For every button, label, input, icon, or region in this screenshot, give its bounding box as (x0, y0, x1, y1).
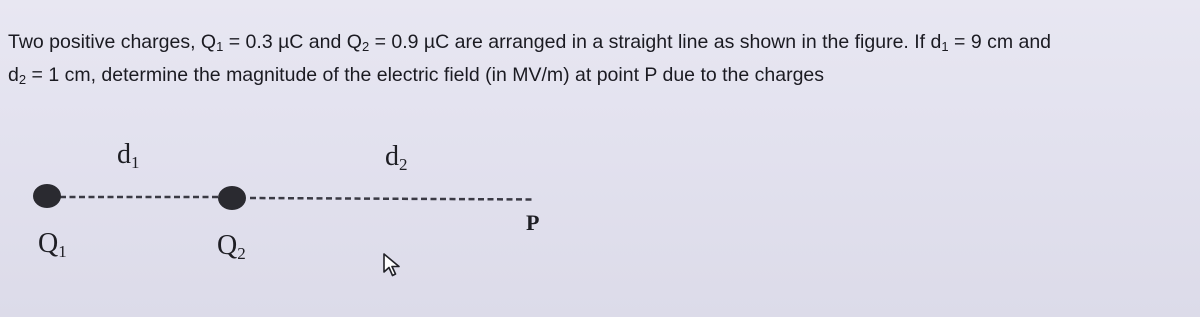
text-segment: = 9 cm and (948, 31, 1052, 53)
label-q1: Q1 (38, 228, 67, 261)
subscript: 2 (361, 39, 370, 54)
text-segment: = 0.3 µC and Q (223, 31, 362, 53)
charge-q2 (218, 186, 246, 210)
subscript: 2 (18, 72, 27, 87)
label-d2: d2 (385, 141, 408, 174)
subscript: 1 (216, 39, 224, 54)
text-segment: = 0.9 µC are arranged in a straight line as shown in the figure. If d (369, 31, 942, 53)
charge-q1 (33, 184, 61, 208)
label-point-p: P (526, 210, 540, 235)
label-q2: Q2 (217, 230, 246, 263)
text-segment: Two positive charges, Q (8, 31, 217, 53)
subscript: 1 (941, 39, 949, 54)
dashed-line-d2 (250, 198, 535, 200)
text-segment: d (8, 64, 19, 86)
label-d1: d1 (117, 139, 140, 172)
text-segment: = 1 cm, determine the magnitude of the electric field (in MV/m) at point P due to the charges (26, 64, 825, 86)
mouse-pointer-icon (382, 252, 402, 278)
